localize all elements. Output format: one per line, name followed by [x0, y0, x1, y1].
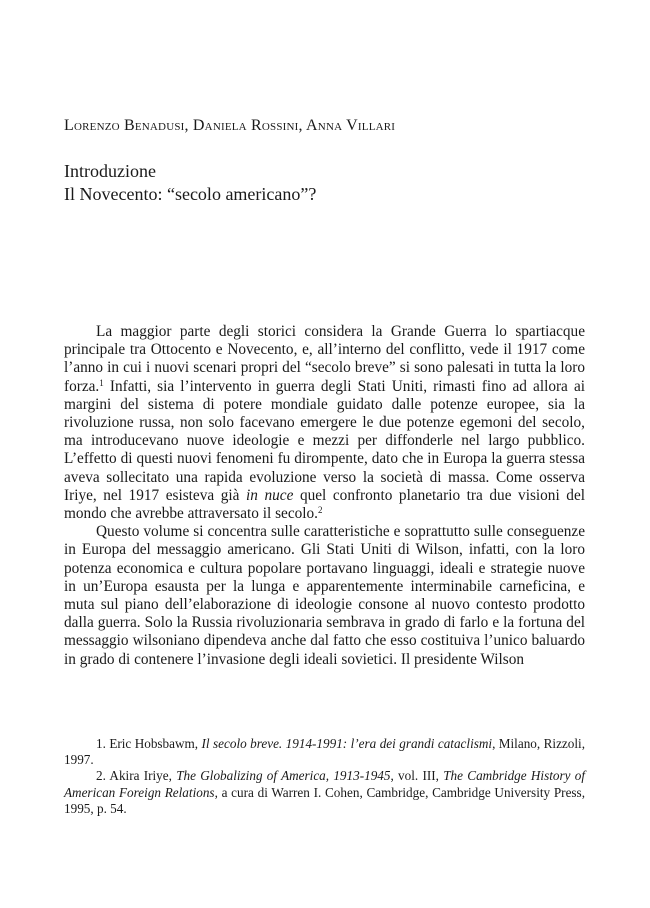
- footnotes: [64, 736, 585, 817]
- chapter-title: [64, 160, 584, 206]
- footnote-2-text-c: , a cura di Warren I. Cohen, Cambridge, Cambridge University Press, 1995, p. 54.: [64, 784, 585, 816]
- paragraph-1-italic: in nuce: [246, 486, 294, 504]
- chapter-title-line-2: Il Novecento: “secolo americano”?: [64, 184, 317, 204]
- footnote-2-text-b: , vol. III,: [390, 768, 444, 784]
- footnote-1: [64, 736, 585, 768]
- footnote-1-text-a: 1. Eric Hobsbawm,: [96, 736, 202, 751]
- paragraph-2: Questo volume si concentra sulle caratteristiche e soprattutto sulle conseguenze in Europa del messaggio americano. Gli Stati Uniti di Wilson, infatti, con la loro potenza economica e cultura popolare portavano linguaggi, ideali e strategie nuove in un’Europa esausta per la lunga e apparentemente interminabile carneficina, e muta sul piano dell’elaborazione di ideologie consone al nuovo contesto prodotto dalla guerra. Solo la Russia rivoluzionaria sembrava in grado di farlo e la fortuna del messaggio wilsoniano dipendeva anche dal fatto che esso costituiva l’unico baluardo in grado di contenere l’invasione degli ideali sovietici. Il presidente Wilson: [64, 523, 585, 668]
- paragraph-1: [64, 323, 585, 523]
- footnote-1-italic: Il secolo breve. 1914-1991: l’era dei grandi cataclismi: [201, 736, 493, 751]
- body-text: [64, 323, 585, 669]
- chapter-title-line-1: Introduzione: [64, 161, 156, 181]
- footnote-2-text-a: 2. Akira Iriye,: [96, 768, 177, 784]
- footnote-2: [64, 768, 585, 817]
- footnote-1-text-b: , Milano, Rizzoli, 1997.: [64, 736, 586, 768]
- footnote-ref-2: 2: [318, 505, 323, 516]
- book-page: [64, 0, 584, 908]
- paragraph-1-text-b: Infatti, sia l’intervento in guerra degli Stati Uniti, rimasti fino ad allora ai margini del sistema di potere mondiale guidato dalle potenze europee, sia la rivoluzione russa, non solo facevano emergere le due potenze egemoni del secolo, ma introducevano nuove ideologie e mezzi per diffonderle nel largo pubblico. L’effetto di questi nuovi fenomeni fu dirompente, dato che in Europa la guerra stessa aveva sollecitato una rapida evoluzione verso la società di massa. Come osserva Iriye, nel 1917 esisteva già: [64, 377, 585, 504]
- footnote-ref-1: 1: [99, 377, 104, 388]
- paragraph-1-text-a: La maggior parte degli storici considera la Grande Guerra lo spartiacque principale tra Ottocento e Novecento, e, all’interno del conflitto, vede il 1917 come l’anno in cui i nuovi scenari propri del “secolo breve” si sono palesati in tutta la loro forza.: [64, 323, 585, 395]
- footnote-2-italic-1: The Globalizing of America, 1913-1945: [176, 768, 391, 784]
- footnote-2-italic-2: The Cambridge History of American Foreign Relations: [64, 768, 585, 800]
- paragraph-1-text-c: quel confronto planetario tra due visioni del mondo che avrebbe attraversato il secolo.: [64, 486, 585, 523]
- chapter-authors: Lorenzo Benadusi, Daniela Rossini, Anna Villari: [64, 117, 396, 134]
